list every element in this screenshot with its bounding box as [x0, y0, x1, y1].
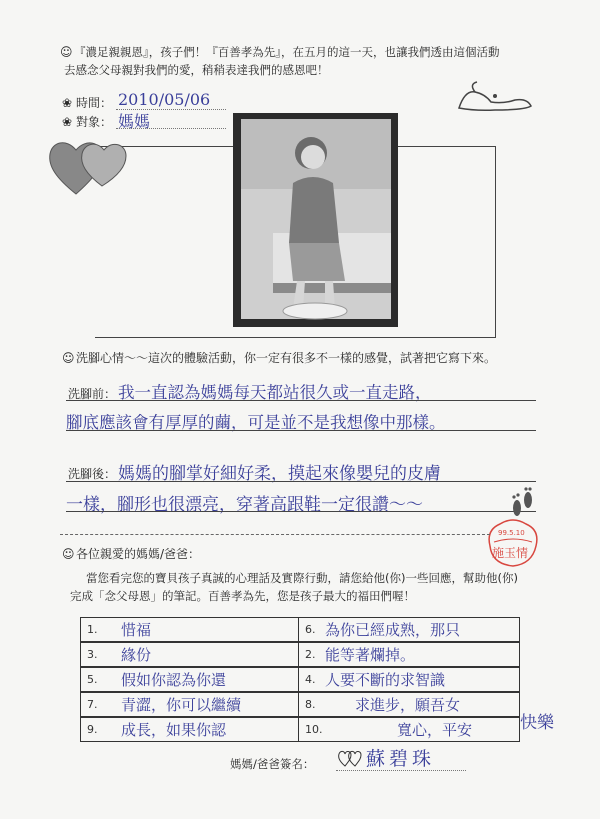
after-line-1: 媽媽的腳掌好細好柔，摸起來像嬰兒的皮膚	[118, 464, 441, 484]
flower-icon: ❀	[62, 115, 73, 129]
response-num: 2.	[305, 648, 316, 661]
before-rule-1	[66, 400, 536, 401]
response-num: 1.	[87, 623, 98, 636]
response-cell	[80, 717, 299, 742]
response-num: 5.	[87, 673, 98, 686]
flower-icon: ❀	[62, 96, 73, 110]
feeling-prompt: 洗腳心情～～這次的體驗活動，你一定有很多不一樣的感覺，試著把它寫下來。	[76, 351, 497, 365]
response-cell	[298, 642, 520, 667]
response-text: 求進步，願吾女	[355, 696, 461, 714]
response-num: 9.	[87, 723, 98, 736]
response-text: 為你已經成熟，那只	[325, 621, 461, 639]
response-text: 寬心，平安	[397, 721, 473, 739]
response-num: 4.	[305, 673, 316, 686]
before-label: 洗腳前：	[68, 387, 117, 401]
before-line-1: 我一直認為媽媽每天都站很久或一直走路，	[118, 383, 432, 402]
target-value: 媽媽	[118, 112, 151, 131]
heart-icon	[337, 748, 363, 768]
response-cell	[80, 692, 299, 717]
response-text: 緣份	[121, 646, 152, 664]
date-value: 2010/05/06	[118, 90, 211, 109]
smile-icon: ☺	[62, 351, 75, 365]
parents-para-2: 完成「念父母恩」的筆記。百善孝為先，您是孩子最大的福田們喔！	[70, 589, 415, 603]
after-label: 洗腳後：	[68, 467, 117, 481]
response-cell	[80, 667, 299, 692]
response-num: 8.	[305, 698, 316, 711]
response-cell	[80, 642, 299, 667]
teacher-stamp	[484, 516, 542, 568]
response-cell	[298, 667, 520, 692]
smile-icon: ☺	[60, 45, 73, 59]
target-label: 對象：	[76, 115, 113, 129]
target-underline	[116, 128, 226, 129]
heart-icon	[46, 128, 132, 200]
intro-line-1: 『濃足親親恩』，孩子們！『百善孝為先』，在五月的這一天，也讓我們透由這個活動	[74, 45, 500, 59]
response-extra: 快樂	[520, 713, 554, 733]
response-num: 10.	[305, 723, 323, 736]
signature-value: 蘇碧珠	[366, 748, 436, 770]
mother-photo	[233, 113, 398, 327]
footprint-icon	[508, 486, 536, 520]
after-rule-1	[66, 481, 536, 482]
section-divider	[60, 534, 490, 535]
response-grid	[80, 617, 520, 742]
before-line-2: 腳底應該會有厚厚的繭，可是並不是我想像中那樣。	[66, 413, 446, 432]
response-text: 假如你認為你還	[121, 671, 227, 689]
parents-para-1: 當您看完您的寶貝孩子真誠的心理話及實際行動，請您給他(你)一些回應，幫助他(你)	[86, 571, 518, 585]
response-text: 惜福	[121, 621, 152, 639]
response-cell	[298, 617, 520, 642]
smile-icon: ☺	[62, 547, 75, 561]
parents-heading: 各位親愛的媽媽/爸爸：	[76, 547, 201, 561]
response-text: 青澀，你可以繼續	[121, 696, 242, 714]
after-line-2: 一樣，腳形也很漂亮，穿著高跟鞋一定很讚～～	[66, 495, 423, 515]
response-num: 3.	[87, 648, 98, 661]
response-text: 能等著爛掉。	[325, 646, 416, 664]
response-cell	[298, 692, 520, 717]
shoe-icon	[455, 80, 535, 114]
stamp-name: 施玉情	[492, 546, 529, 560]
before-rule-2	[66, 430, 536, 431]
response-text: 人要不斷的求智識	[325, 671, 446, 689]
response-text: 成長，如果你認	[121, 721, 227, 739]
signature-underline	[336, 770, 466, 771]
after-rule-2	[66, 511, 536, 512]
intro-line-2: 去感念父母親對我們的愛，稍稍表達我們的感恩吧！	[64, 63, 329, 77]
signature-label: 媽媽/爸爸簽名：	[230, 757, 315, 771]
stamp-date: 99.5.10	[498, 529, 525, 537]
response-num: 6.	[305, 623, 316, 636]
response-cell	[298, 717, 520, 742]
response-num: 7.	[87, 698, 98, 711]
date-label: 時間：	[76, 96, 113, 110]
response-cell	[80, 617, 299, 642]
